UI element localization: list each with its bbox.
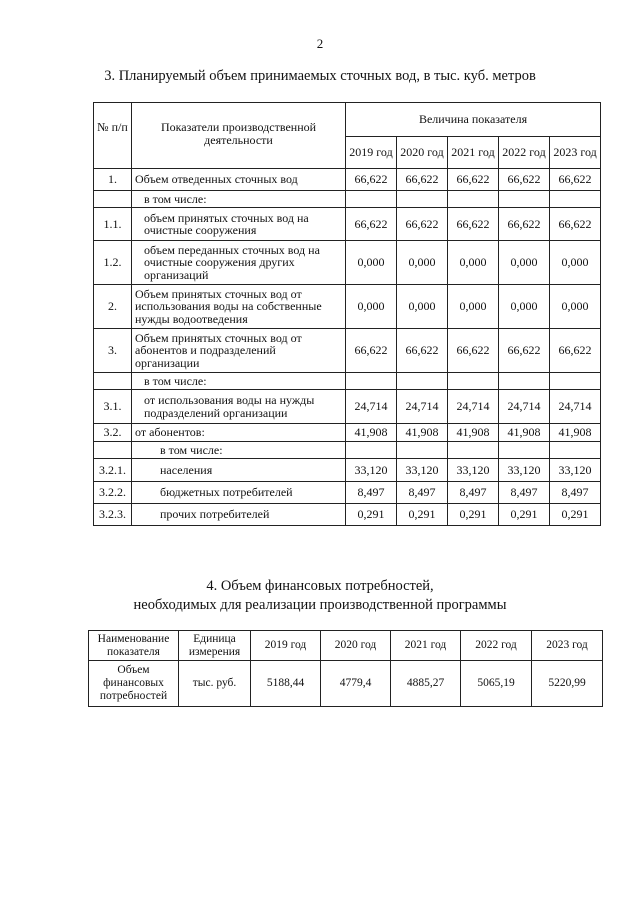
row-label: от абонентов: <box>132 424 346 442</box>
row-label: населения <box>132 459 346 482</box>
row-label: бюджетных потребителей <box>132 482 346 504</box>
header-unit: Единица измерения <box>179 631 251 661</box>
row-value: 0,291 <box>448 504 499 526</box>
row-value: 66,622 <box>550 169 601 191</box>
header-indicator: Показатели производственной деятельности <box>132 103 346 169</box>
row-value: 0,000 <box>448 285 499 329</box>
row-value: 41,908 <box>397 424 448 442</box>
row-value: 66,622 <box>448 329 499 373</box>
row-value: 66,622 <box>346 208 397 241</box>
row-value: 66,622 <box>550 208 601 241</box>
header-year: 2020 год <box>397 137 448 169</box>
row-value <box>550 373 601 390</box>
header-year: 2020 год <box>321 631 391 661</box>
row-value: 0,000 <box>397 241 448 285</box>
row-number: 3. <box>94 329 132 373</box>
row-value: 33,120 <box>448 459 499 482</box>
row-value <box>499 373 550 390</box>
section-3-title: 3. Планируемый объем принимаемых сточных вод, в тыс. куб. метров <box>104 68 536 84</box>
row-value <box>448 373 499 390</box>
row-name: Объем финансовых потребностей <box>89 661 179 707</box>
header-year: 2021 год <box>448 137 499 169</box>
header-year: 2019 год <box>346 137 397 169</box>
row-label: Объем принятых сточных вод от использования воды на собственные нужды водоотведения <box>132 285 346 329</box>
row-value: 33,120 <box>550 459 601 482</box>
row-value: 66,622 <box>499 208 550 241</box>
row-value <box>499 191 550 208</box>
row-value <box>448 191 499 208</box>
row-number: 3.2.3. <box>94 504 132 526</box>
row-number: 1.1. <box>94 208 132 241</box>
row-value: 66,622 <box>499 169 550 191</box>
row-number: 1. <box>94 169 132 191</box>
section-4-title-line2: необходимых для реализации производственной программы <box>133 597 507 613</box>
row-value: 0,000 <box>499 285 550 329</box>
page-number: 2 <box>316 36 324 51</box>
header-year: 2022 год <box>461 631 532 661</box>
row-value: 4779,4 <box>321 661 391 707</box>
row-number: 1.2. <box>94 241 132 285</box>
table-row <box>94 191 601 208</box>
row-number: 3.2. <box>94 424 132 442</box>
row-value: 8,497 <box>550 482 601 504</box>
table-row <box>94 459 601 482</box>
row-value: 4885,27 <box>391 661 461 707</box>
row-value <box>550 442 601 459</box>
row-value: 8,497 <box>397 482 448 504</box>
row-number: 3.2.1. <box>94 459 132 482</box>
table-row <box>94 241 601 285</box>
row-value <box>499 442 550 459</box>
row-value: 0,000 <box>346 285 397 329</box>
row-value: 66,622 <box>499 329 550 373</box>
row-label: объем принятых сточных вод на очистные сооружения <box>132 208 346 241</box>
row-value: 33,120 <box>499 459 550 482</box>
row-value: 24,714 <box>346 390 397 424</box>
table-row <box>94 329 601 373</box>
header-value-group: Величина показателя <box>346 103 601 137</box>
row-value: 0,291 <box>346 504 397 526</box>
row-unit: тыс. руб. <box>179 661 251 707</box>
row-number: 2. <box>94 285 132 329</box>
row-label: в том числе: <box>132 191 346 208</box>
row-value: 0,000 <box>397 285 448 329</box>
row-value: 41,908 <box>346 424 397 442</box>
table-row <box>94 442 601 459</box>
row-value <box>346 373 397 390</box>
row-value: 0,000 <box>550 285 601 329</box>
row-value: 0,000 <box>550 241 601 285</box>
header-year: 2023 год <box>550 137 601 169</box>
row-value: 0,000 <box>448 241 499 285</box>
row-value: 24,714 <box>499 390 550 424</box>
row-value: 66,622 <box>397 329 448 373</box>
row-value: 66,622 <box>397 208 448 241</box>
table-row <box>94 373 601 390</box>
row-value: 5220,99 <box>532 661 603 707</box>
row-value: 8,497 <box>346 482 397 504</box>
financial-needs-table <box>88 630 603 707</box>
header-num: № п/п <box>94 103 132 169</box>
table-row <box>94 504 601 526</box>
row-value: 0,291 <box>550 504 601 526</box>
row-value: 0,291 <box>397 504 448 526</box>
row-number: 3.2.2. <box>94 482 132 504</box>
row-value: 33,120 <box>346 459 397 482</box>
table-row <box>94 208 601 241</box>
row-value <box>397 373 448 390</box>
header-year: 2023 год <box>532 631 603 661</box>
row-label: объем переданных сточных вод на очистные сооружения других организаций <box>132 241 346 285</box>
row-value <box>448 442 499 459</box>
row-value <box>346 442 397 459</box>
row-value: 0,291 <box>499 504 550 526</box>
row-value: 0,000 <box>499 241 550 285</box>
row-number <box>94 373 132 390</box>
row-value: 66,622 <box>448 169 499 191</box>
row-value: 24,714 <box>397 390 448 424</box>
row-value: 66,622 <box>397 169 448 191</box>
row-value: 24,714 <box>448 390 499 424</box>
row-value <box>346 191 397 208</box>
table-row <box>94 482 601 504</box>
row-value: 41,908 <box>550 424 601 442</box>
row-label: прочих потребителей <box>132 504 346 526</box>
row-value <box>397 442 448 459</box>
header-year: 2022 год <box>499 137 550 169</box>
row-label: в том числе: <box>132 373 346 390</box>
row-value: 5065,19 <box>461 661 532 707</box>
table-row <box>94 424 601 442</box>
row-value <box>550 191 601 208</box>
table-row <box>94 169 601 191</box>
header-name: Наименование показателя <box>89 631 179 661</box>
wastewater-volume-table <box>93 102 601 526</box>
row-value: 0,000 <box>346 241 397 285</box>
row-label: Объем принятых сточных вод от абонентов и подразделений организации <box>132 329 346 373</box>
row-value <box>397 191 448 208</box>
row-label: Объем отведенных сточных вод <box>132 169 346 191</box>
row-value: 66,622 <box>448 208 499 241</box>
row-value: 8,497 <box>448 482 499 504</box>
row-label: от использования воды на нужды подразделений организации <box>132 390 346 424</box>
header-year: 2019 год <box>251 631 321 661</box>
row-number <box>94 442 132 459</box>
row-label: в том числе: <box>132 442 346 459</box>
row-value: 8,497 <box>499 482 550 504</box>
row-value: 66,622 <box>346 169 397 191</box>
row-number: 3.1. <box>94 390 132 424</box>
row-value: 41,908 <box>499 424 550 442</box>
row-value: 66,622 <box>550 329 601 373</box>
table-row <box>94 390 601 424</box>
row-value: 5188,44 <box>251 661 321 707</box>
row-value: 33,120 <box>397 459 448 482</box>
header-year: 2021 год <box>391 631 461 661</box>
row-number <box>94 191 132 208</box>
table-row <box>94 285 601 329</box>
row-value: 66,622 <box>346 329 397 373</box>
section-4-title-line1: 4. Объем финансовых потребностей, <box>206 578 434 594</box>
row-value: 41,908 <box>448 424 499 442</box>
row-value: 24,714 <box>550 390 601 424</box>
